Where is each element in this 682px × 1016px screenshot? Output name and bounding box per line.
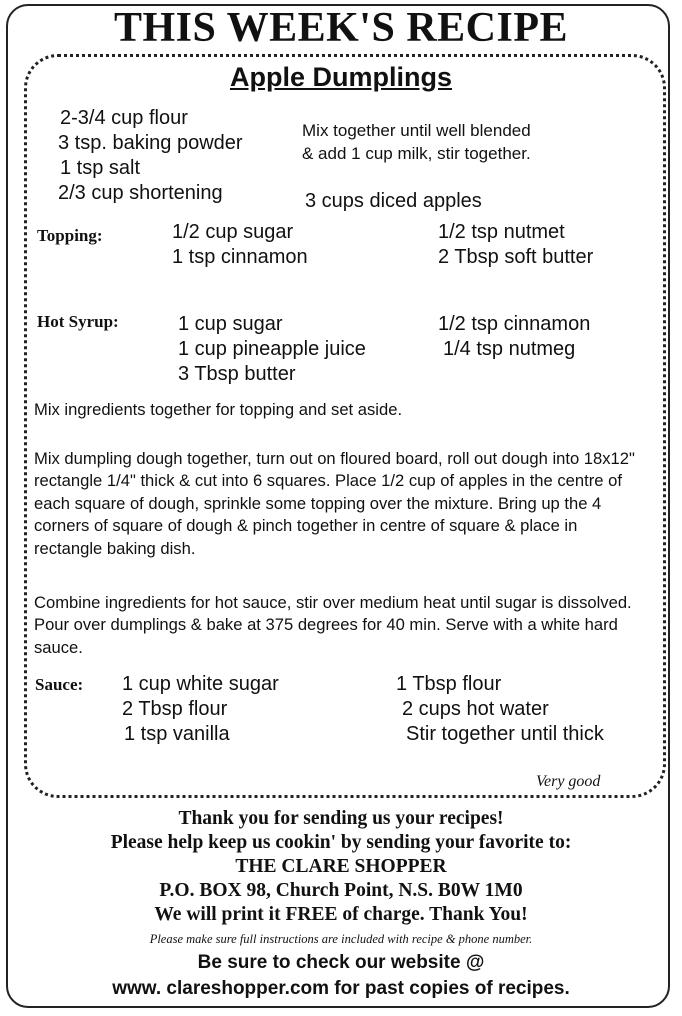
handwritten-note: Very good — [536, 773, 601, 790]
topping-label: Topping: — [37, 226, 103, 245]
footer-line: Thank you for sending us your recipes! — [178, 808, 504, 829]
dough-ingredient: 3 tsp. baking powder — [58, 132, 243, 154]
recipe-title: Apple Dumplings — [230, 62, 452, 92]
hot-syrup-label: Hot Syrup: — [37, 312, 119, 331]
apples-ingredient: 3 cups diced apples — [305, 190, 482, 212]
sauce-ingredient: 2 cups hot water — [402, 698, 549, 720]
dough-ingredient: 1 tsp salt — [60, 157, 141, 179]
sauce-ingredient: Stir together until thick — [406, 723, 604, 745]
hot-syrup-ingredient: 3 Tbsp butter — [178, 363, 296, 385]
topping-ingredient: 2 Tbsp soft butter — [438, 246, 594, 268]
dough-ingredient: 2-3/4 cup flour — [60, 107, 188, 129]
instruction-paragraph: Mix ingredients together for topping and set aside. — [34, 400, 403, 419]
sauce-ingredient: 1 tsp vanilla — [124, 723, 230, 745]
footer-small-note: Please make sure full instructions are included with recipe & phone number. — [149, 932, 533, 946]
dough-note: Mix together until well blended — [302, 121, 531, 140]
footer-line: Please help keep us cookin' by sending your favorite to: — [110, 832, 572, 853]
hot-syrup-ingredient: 1/2 tsp cinnamon — [438, 313, 591, 335]
website-line: www. clareshopper.com for past copies of recipes. — [112, 978, 570, 999]
instruction-paragraph: Combine ingredients for hot sauce, stir over medium heat until sugar is dissolved. Pour over dumplings & bake at 375 degrees for 40 min. Serve with a white hard sauce. — [34, 593, 632, 657]
sauce-ingredient: 1 Tbsp flour — [396, 673, 502, 695]
topping-ingredient: 1/2 tsp nutmet — [438, 221, 565, 243]
footer-line: We will print it FREE of charge. Thank You! — [154, 904, 528, 925]
topping-ingredient: 1 tsp cinnamon — [172, 246, 308, 268]
hot-syrup-ingredient: 1/4 tsp nutmeg — [443, 338, 576, 360]
sauce-ingredient: 2 Tbsp flour — [122, 698, 228, 720]
hot-syrup-ingredient: 1 cup sugar — [178, 313, 283, 335]
footer-line: THE CLARE SHOPPER — [235, 856, 447, 877]
hot-syrup-ingredient: 1 cup pineapple juice — [178, 338, 366, 360]
headline: THIS WEEK'S RECIPE — [113, 5, 569, 51]
dough-note: & add 1 cup milk, stir together. — [302, 144, 531, 163]
instruction-paragraph: Mix dumpling dough together, turn out on floured board, roll out dough into 18x12" rectangle 1/4" thick & cut into 6 squares. Place 1/2 cup of apples in the centre of each square of dough, sprinkle some topping over the mixture. Bring up the 4 corners of square of dough & pinch together in centre of square & place in rectangle baking dish. — [34, 449, 635, 558]
sauce-label: Sauce: — [35, 675, 84, 694]
topping-ingredient: 1/2 cup sugar — [172, 221, 294, 243]
footer-line: P.O. BOX 98, Church Point, N.S. B0W 1M0 — [159, 880, 523, 901]
sauce-ingredient: 1 cup white sugar — [122, 673, 279, 695]
dough-ingredient: 2/3 cup shortening — [58, 182, 223, 204]
website-line: Be sure to check our website @ — [197, 952, 485, 973]
